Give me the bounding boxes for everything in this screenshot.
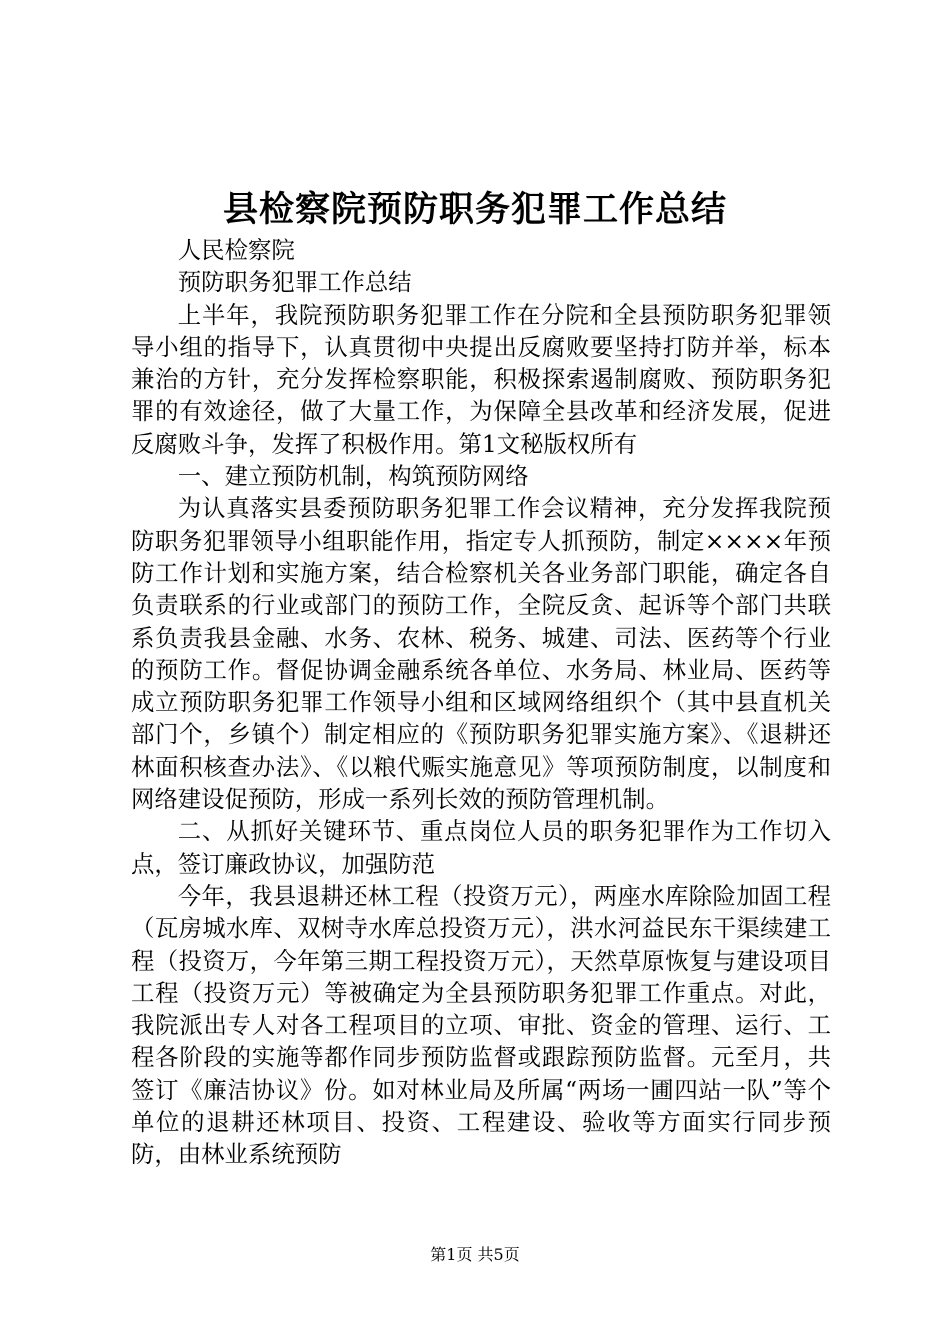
page-footer: 第1页 共5页 xyxy=(430,1245,520,1264)
document-body xyxy=(131,234,831,1171)
section-heading-1: 一、建立预防机制，构筑预防网络 xyxy=(177,462,529,491)
paragraph-section-1: 为认真落实县委预防职务犯罪工作会议精神，充分发挥我院预防职务犯罪领导小组职能作用，指定专人抓预防，制定××××年预防工作计划和实施方案，结合检察机关各业务部门职能，确定各自负责联系的行业或部门的预防工作，全院反贪、起诉等个部门共联系负责我县金融、水务、农林、税务、城建、司法、医药等个行业的预防工作。督促协调金融系统各单位、水务局、林业局、医药等成立预防职务犯罪工作领导小组和区域网络组织个（其中县直机关部门个，乡镇个）制定相应的《预防职务犯罪实施方案》、《退耕还林面积核查办法》、《以粮代赈实施意见》等项预防制度，以制度和网络建设促预防，形成一系列长效的预防管理机制。 xyxy=(131,494,831,814)
paragraph-subtitle: 预防职务犯罪工作总结 xyxy=(177,268,412,297)
paragraph-org: 人民检察院 xyxy=(177,236,295,264)
paragraph-intro: 上半年，我院预防职务犯罪工作在分院和全县预防职务犯罪领导小组的指导下，认真贯彻中央提出反腐败要坚持打防并举，标本兼治的方针，充分发挥检察职能，积极探索遏制腐败、预防职务犯罪的有效途径，做了大量工作，为保障全县改革和经济发展，促进反腐败斗争，发挥了积极作用。第1文秘版权所有 xyxy=(131,300,831,458)
paragraph-section-2: 今年，我县退耕还林工程（投资万元），两座水库除险加固工程（瓦房城水库、双树寺水库总投资万元），洪水河益民东干渠续建工程（投资万，今年第三期工程投资万元），天然草原恢复与建设项目工程（投资万元）等被确定为全县预防职务犯罪工作重点。对此，我院派出专人对各工程项目的立项、审批、资金的管理、运行、工程各阶段的实施等都作同步预防监督或跟踪预防监督。元至月，共签订《廉洁协议》份。如对林业局及所属“两场一圃四站一队”等个单位的退耕还林项目、投资、工程建设、验收等方面实行同步预防，由林业系统预防 xyxy=(131,881,831,1169)
section-heading-2: 二、从抓好关键环节、重点岗位人员的职务犯罪作为工作切入点，签订廉政协议，加强防范 xyxy=(131,817,831,878)
document-title: 县检察院预防职务犯罪工作总结 xyxy=(222,189,727,230)
